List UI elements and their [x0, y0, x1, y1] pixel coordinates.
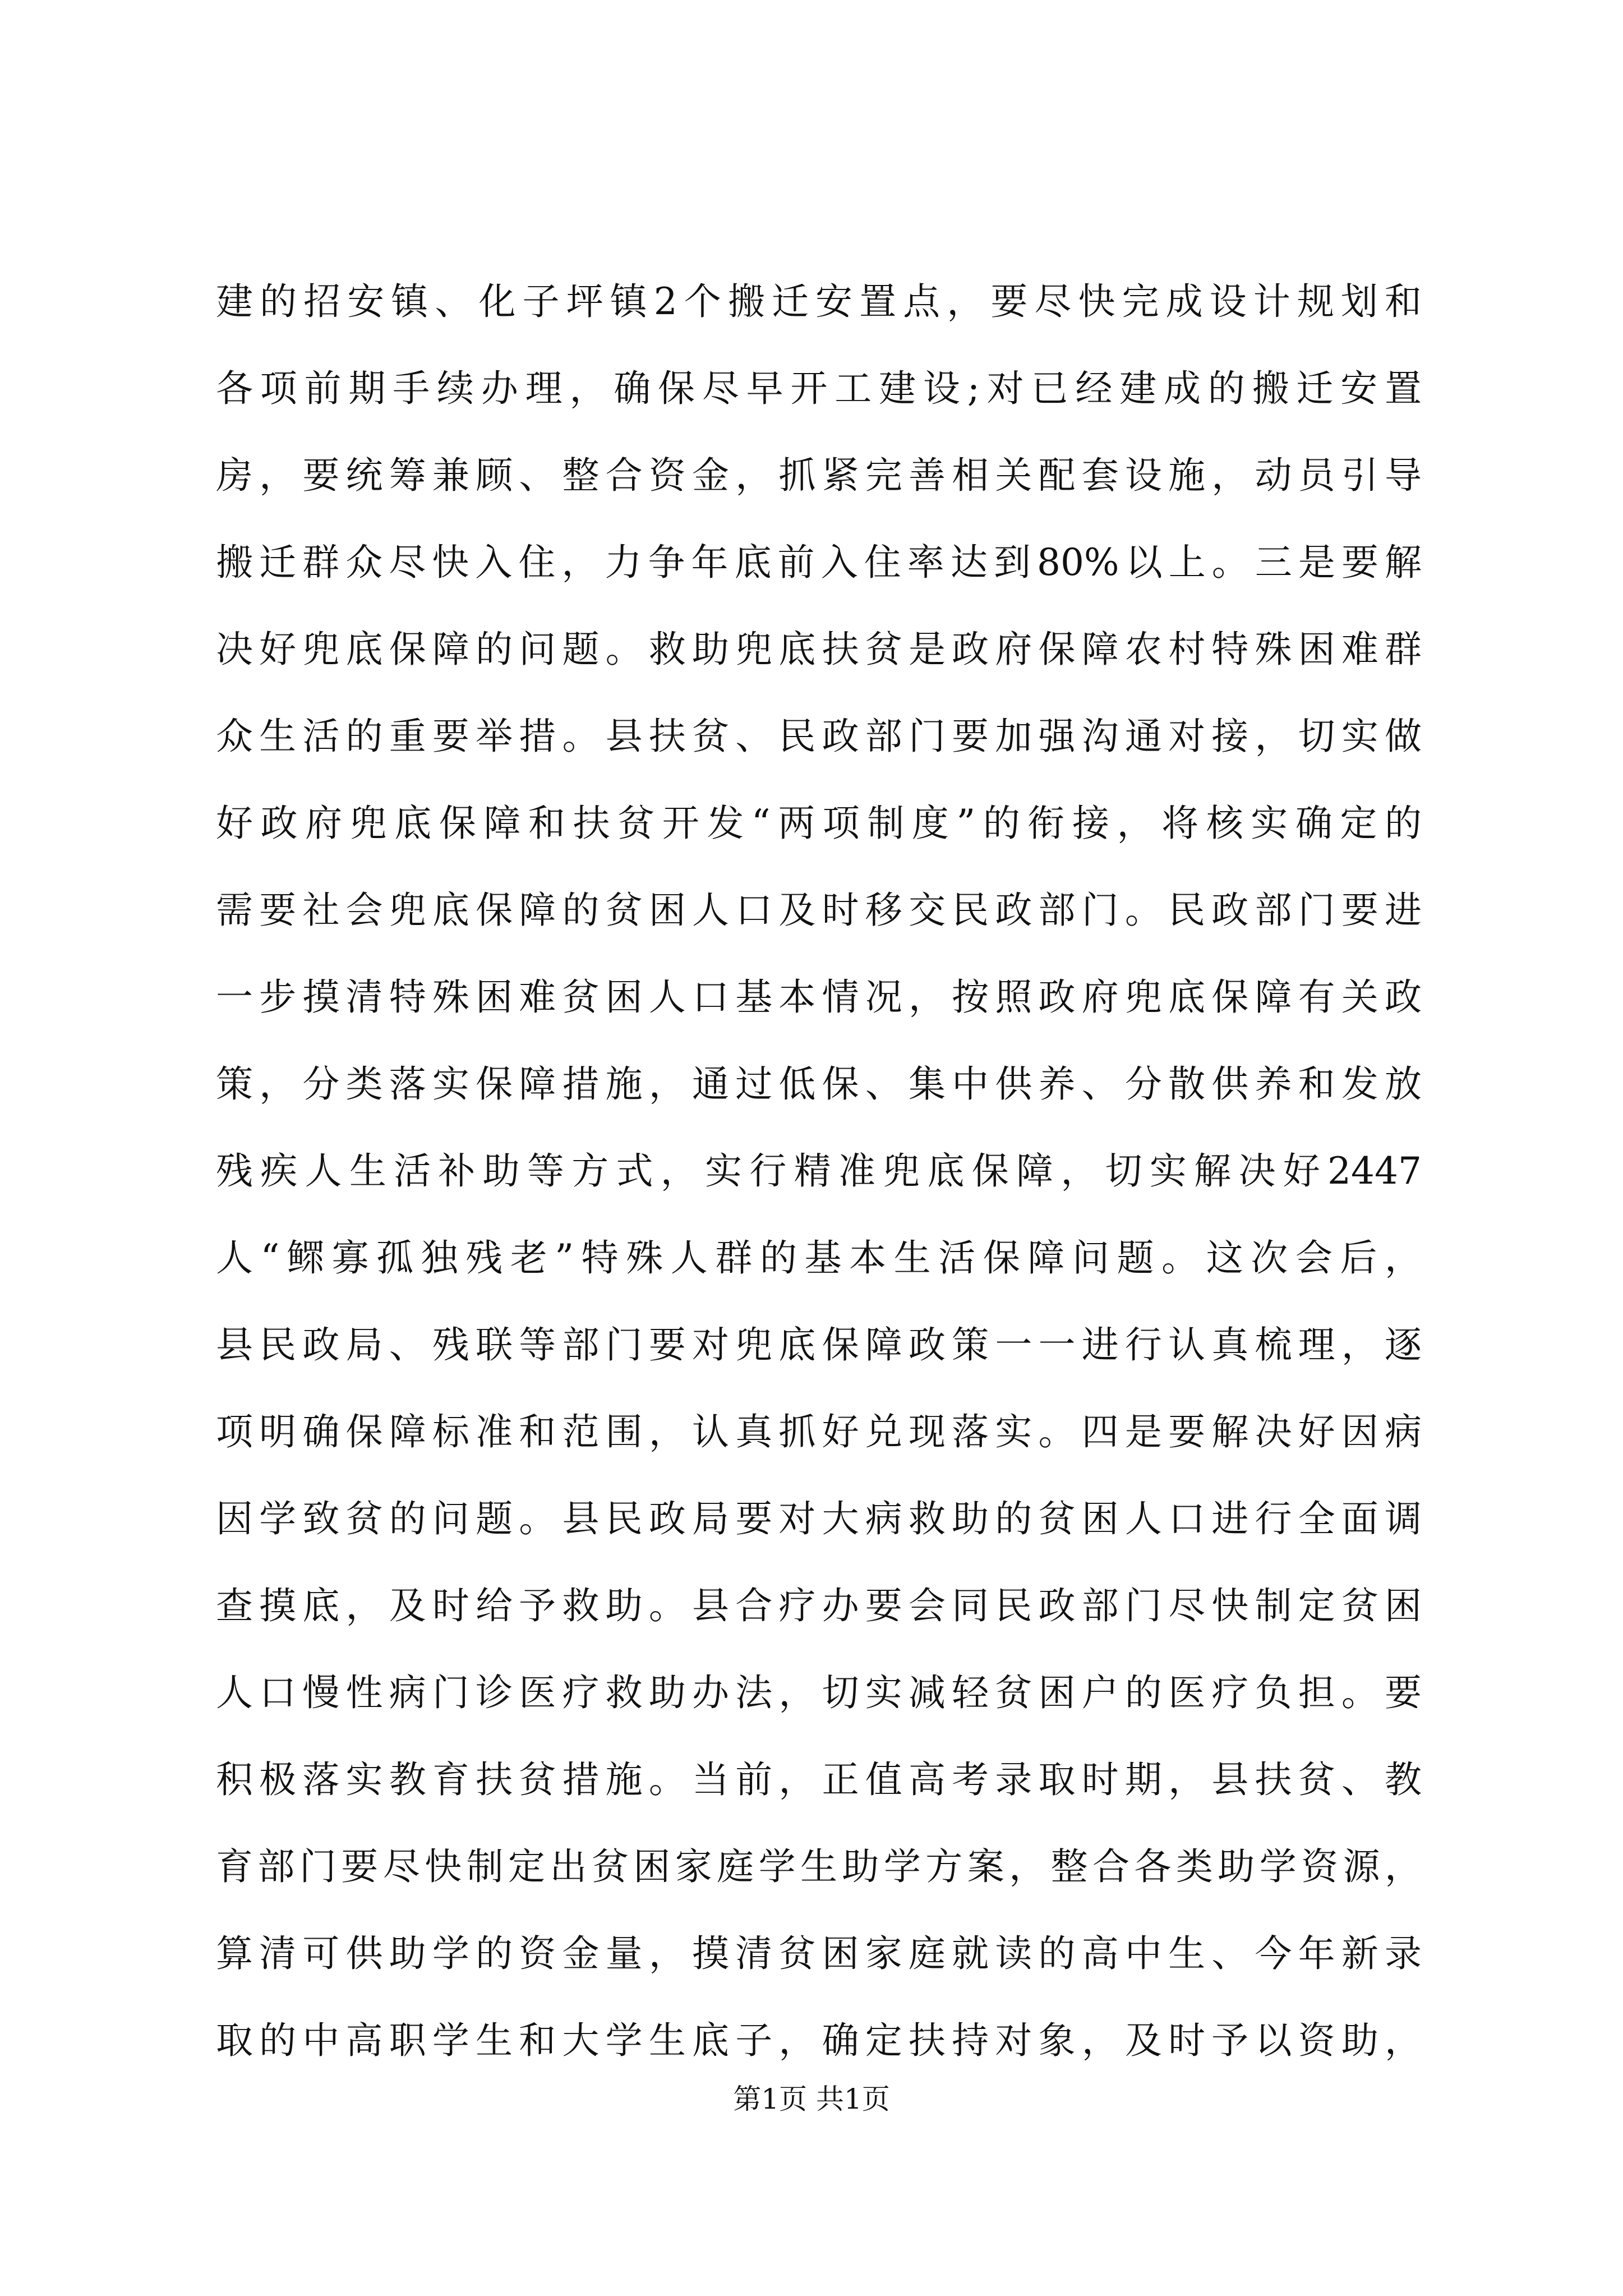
- text-line: 残疾人生活补助等方式，实行精准兜底保障，切实解决好2447: [216, 1149, 1422, 1193]
- text-line: 搬迁群众尽快入住，力争年底前入住率达到80%以上。三是要解: [216, 541, 1422, 584]
- page-footer: [0, 2082, 1623, 2116]
- text-line: 好政府兜底保障和扶贫开发“两项制度”的衔接，将核实确定的: [216, 802, 1422, 845]
- text-line: 需要社会兜底保障的贫困人口及时移交民政部门。民政部门要进: [216, 889, 1422, 932]
- text-line: 众生活的重要举措。县扶贫、民政部门要加强沟通对接，切实做: [216, 715, 1422, 758]
- text-line: 育部门要尽快制定出贫困家庭学生助学方案，整合各类助学资源，: [216, 1845, 1422, 1888]
- text-line: 人“鳏寡孤独残老”特殊人群的基本生活保障问题。这次会后，: [216, 1236, 1422, 1280]
- text-line: 一步摸清特殊困难贫困人口基本情况，按照政府兜底保障有关政: [216, 976, 1422, 1019]
- text-line: 策，分类落实保障措施，通过低保、集中供养、分散供养和发放: [216, 1062, 1422, 1106]
- text-line: 县民政局、残联等部门要对兜底保障政策一一进行认真梳理，逐: [216, 1323, 1422, 1366]
- page-number-label: 第1页 共1页: [733, 2083, 890, 2115]
- text-line: 积极落实教育扶贫措施。当前，正值高考录取时期，县扶贫、教: [216, 1758, 1422, 1801]
- text-line: 各项前期手续办理，确保尽早开工建设;对已经建成的搬迁安置: [216, 367, 1422, 410]
- document-body: [216, 258, 1422, 2084]
- text-line: 房，要统筹兼顾、整合资金，抓紧完善相关配套设施，动员引导: [216, 454, 1422, 497]
- text-line: 人口慢性病门诊医疗救助办法，切实减轻贫困户的医疗负担。要: [216, 1671, 1422, 1714]
- text-line: 算清可供助学的资金量，摸清贫困家庭就读的高中生、今年新录: [216, 1932, 1422, 1975]
- text-line: 决好兜底保障的问题。救助兜底扶贫是政府保障农村特殊困难群: [216, 628, 1422, 671]
- text-line: 项明确保障标准和范围，认真抓好兑现落实。四是要解决好因病: [216, 1410, 1422, 1453]
- text-line: 查摸底，及时给予救助。县合疗办要会同民政部门尽快制定贫困: [216, 1584, 1422, 1627]
- text-line: 取的中高职学生和大学生底子，确定扶持对象，及时予以资助，: [216, 2019, 1422, 2062]
- text-line: 建的招安镇、化子坪镇2个搬迁安置点，要尽快完成设计规划和: [216, 280, 1422, 323]
- text-line: 因学致贫的问题。县民政局要对大病救助的贫困人口进行全面调: [216, 1497, 1422, 1540]
